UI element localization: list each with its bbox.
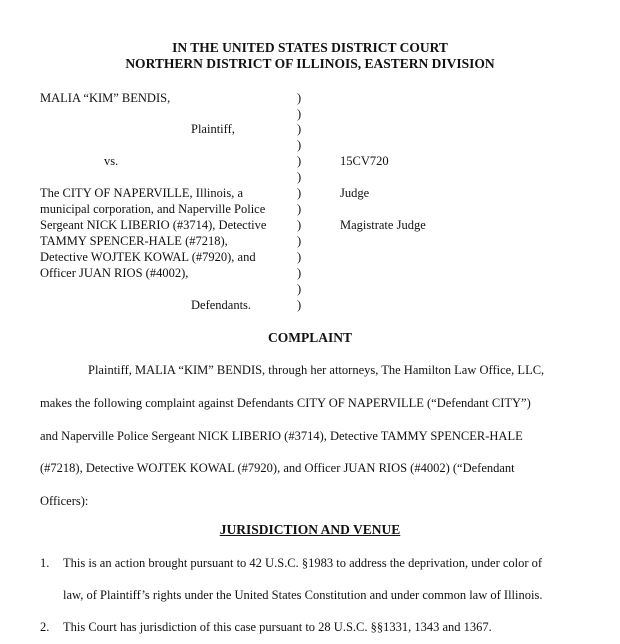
- versus-label: vs.: [104, 154, 119, 168]
- plaintiff-name: MALIA “KIM” BENDIS,: [40, 91, 171, 105]
- intro-line: and Naperville Police Sergeant NICK LIBERIO (#3714), Detective TAMMY SPENCER-HALE: [40, 429, 523, 443]
- paragraph-line: This is an action brought pursuant to 42 U.S.C. §1983 to address the deprivation, under color of: [63, 556, 543, 570]
- caption-paren: ): [297, 154, 302, 168]
- case-number: 15CV720: [340, 154, 389, 168]
- paragraph-line: law, of Plaintiff’s rights under the United States Constitution and under common law of Illinois.: [63, 588, 543, 602]
- caption-paren: ): [297, 186, 302, 200]
- judge-label: Judge: [340, 186, 370, 200]
- jurisdiction-heading: JURISDICTION AND VENUE: [219, 522, 401, 537]
- paragraph-number: 2.: [40, 620, 50, 634]
- caption-paren: ): [297, 266, 302, 280]
- caption-paren: ): [297, 122, 302, 136]
- complaint-title: COMPLAINT: [268, 330, 352, 345]
- defendant-line: Officer JUAN RIOS (#4002),: [40, 266, 189, 280]
- court-name-line-1: IN THE UNITED STATES DISTRICT COURT: [172, 40, 448, 55]
- intro-line: makes the following complaint against Defendants CITY OF NAPERVILLE (“Defendant CITY”): [40, 396, 531, 410]
- defendant-line: TAMMY SPENCER-HALE (#7218),: [40, 234, 228, 248]
- defendant-role: Defendants.: [191, 298, 252, 312]
- caption-paren: ): [297, 202, 302, 216]
- caption-paren: ): [297, 298, 302, 312]
- intro-line: Plaintiff, MALIA “KIM” BENDIS, through her attorneys, The Hamilton Law Office, LLC,: [88, 363, 545, 377]
- paragraph-number: 1.: [40, 556, 50, 570]
- magistrate-judge-label: Magistrate Judge: [340, 218, 426, 232]
- plaintiff-role: Plaintiff,: [191, 122, 235, 136]
- caption-paren: ): [297, 218, 302, 232]
- caption-paren: ): [297, 107, 302, 121]
- caption-paren: ): [297, 138, 302, 152]
- defendant-line: The CITY OF NAPERVILLE, Illinois, a: [40, 186, 244, 200]
- intro-line: (#7218), Detective WOJTEK KOWAL (#7920), and Officer JUAN RIOS (#4002) (“Defendant: [40, 461, 515, 475]
- caption-paren: ): [297, 234, 302, 248]
- caption-paren: ): [297, 91, 302, 105]
- court-name-line-2: NORTHERN DISTRICT OF ILLINOIS, EASTERN DIVISION: [125, 56, 495, 71]
- caption-paren: ): [297, 282, 302, 296]
- intro-line: Officers):: [40, 494, 89, 508]
- caption-paren: ): [297, 250, 302, 264]
- defendant-line: Sergeant NICK LIBERIO (#3714), Detective: [40, 218, 267, 232]
- paragraph-line: This Court has jurisdiction of this case pursuant to 28 U.S.C. §§1331, 1343 and 1367.: [63, 620, 492, 634]
- caption-paren: ): [297, 170, 302, 184]
- defendant-line: municipal corporation, and Naperville Police: [40, 202, 266, 216]
- defendant-line: Detective WOJTEK KOWAL (#7920), and: [40, 250, 256, 264]
